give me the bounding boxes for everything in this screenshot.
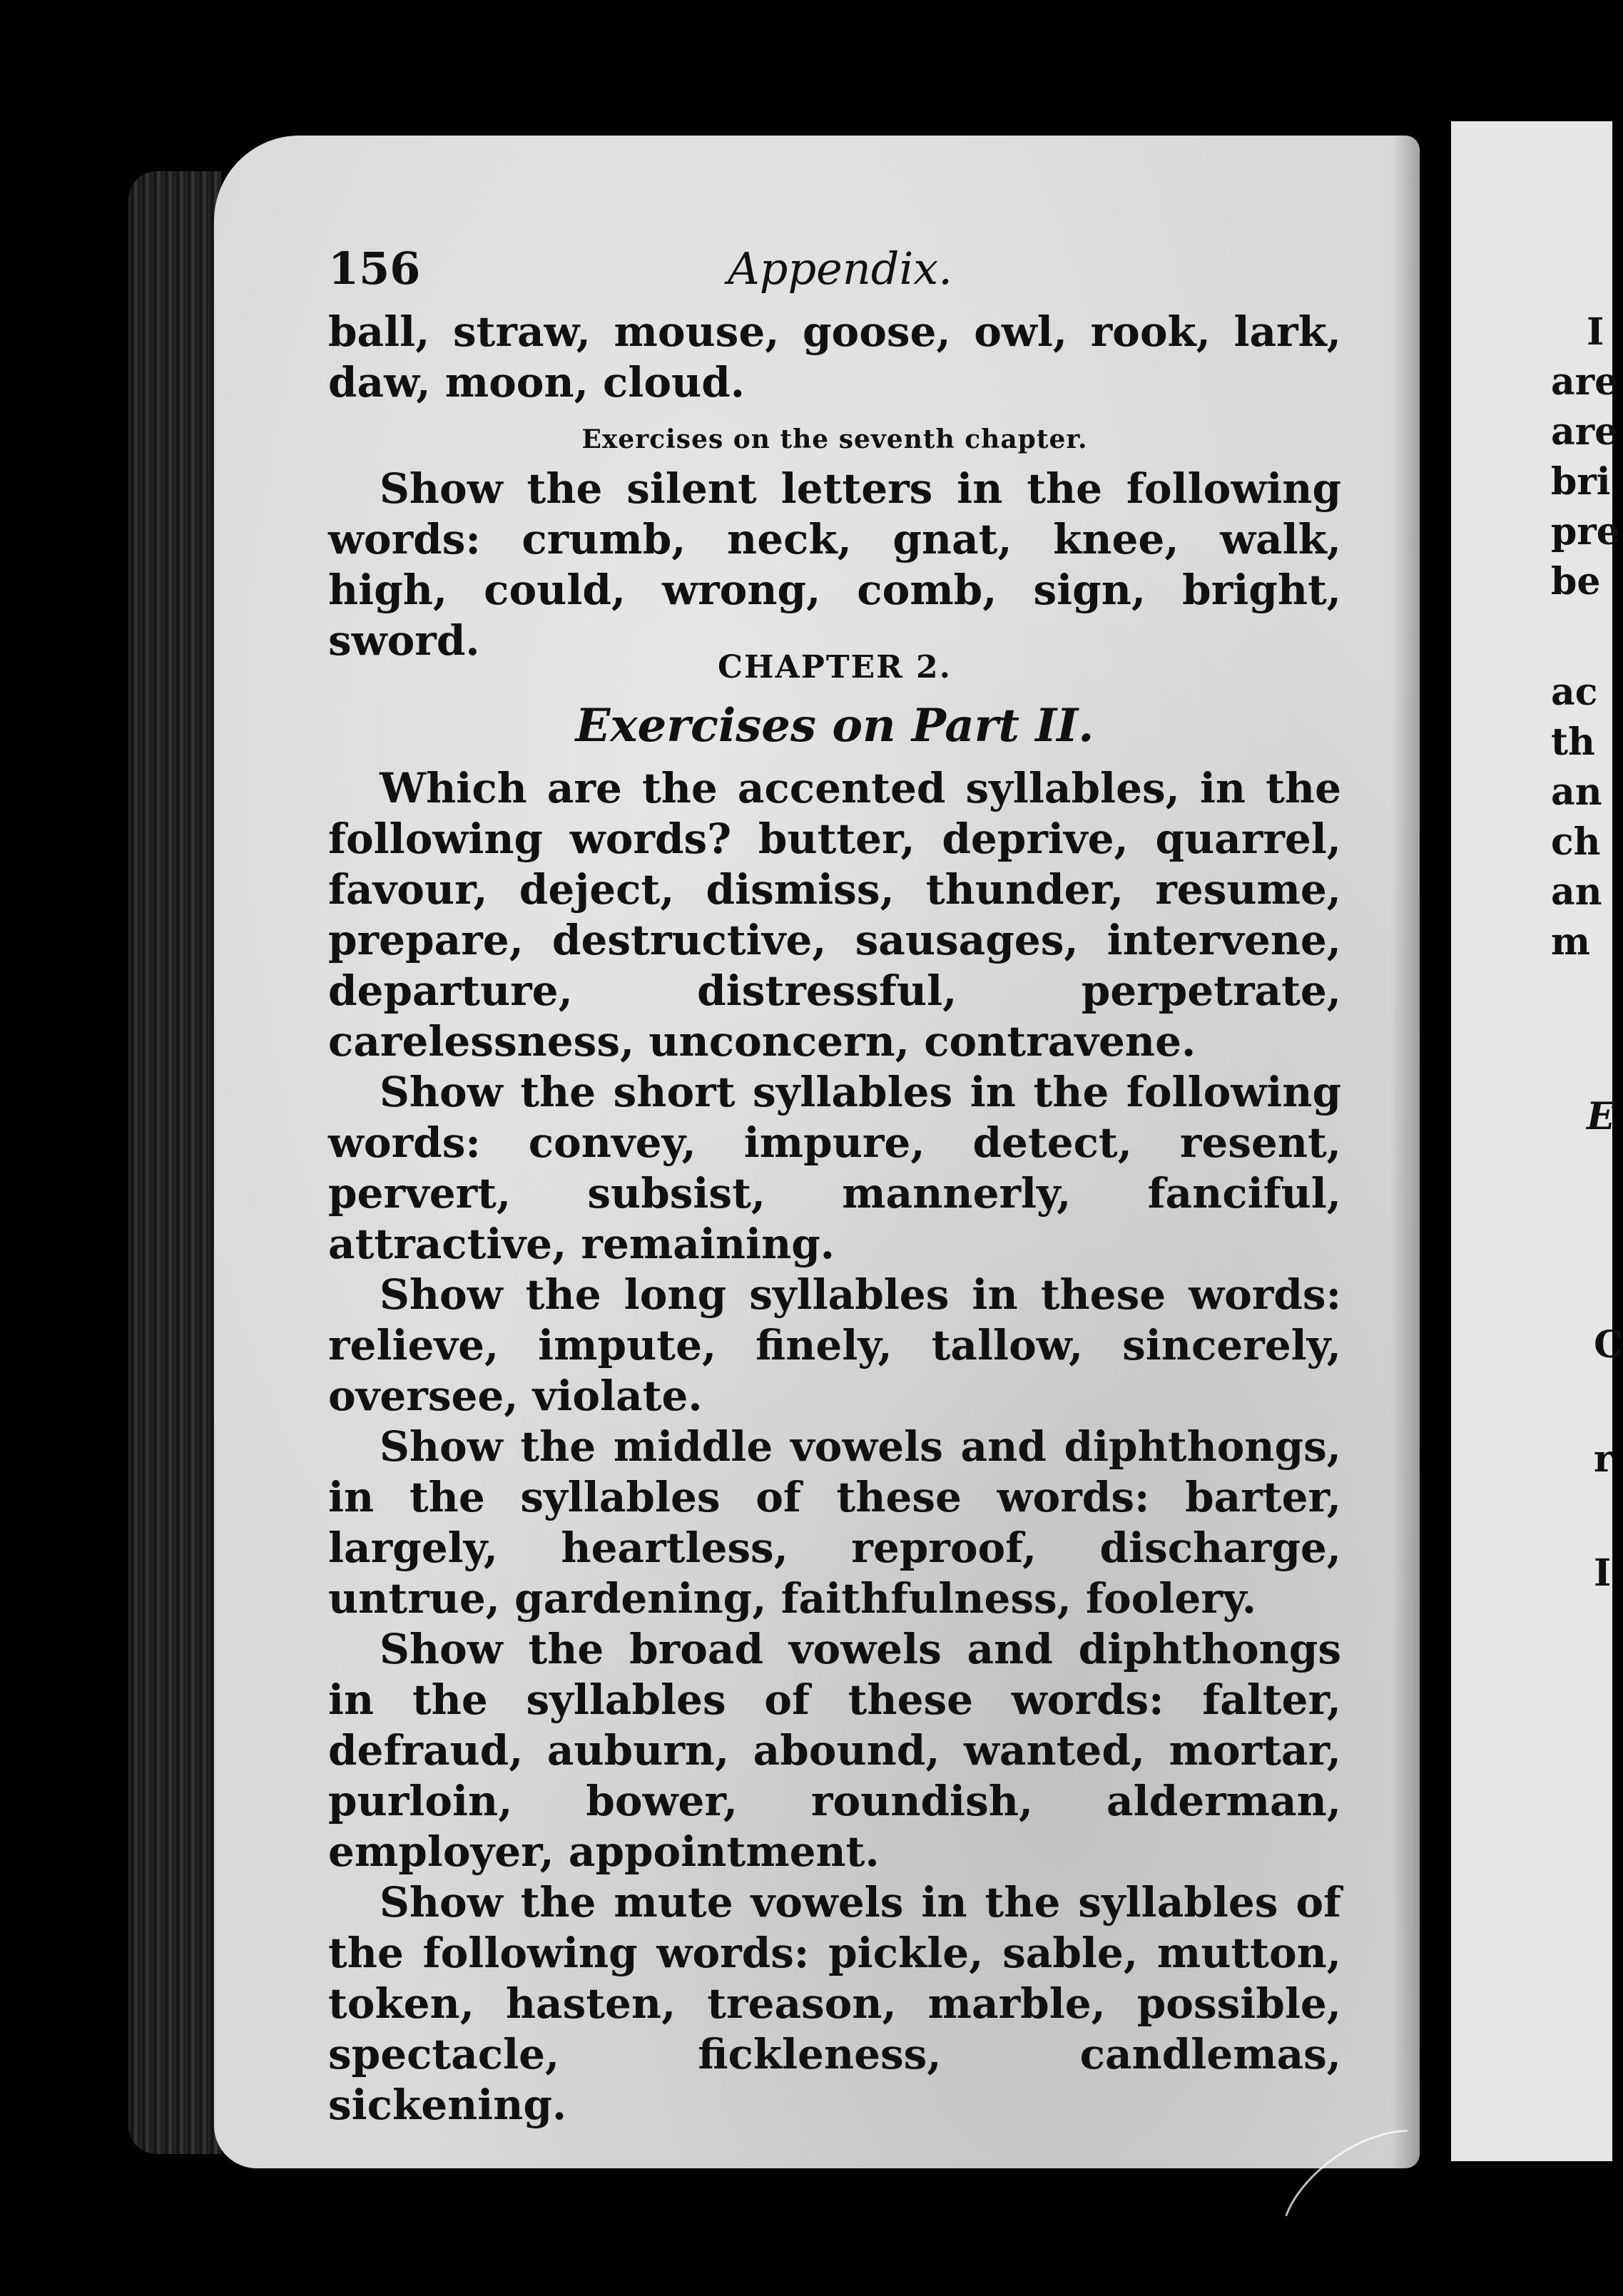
- paragraph-short: Show the short syllables in the following words: convey, impure, detect, resent, pervert, subsist, mannerly, fanciful, attractive, remaining.: [328, 1068, 1341, 1268]
- continuation-text: [328, 307, 1341, 408]
- exercise-paragraphs: [328, 763, 1341, 2131]
- paragraph-accented: Which are the accented syllables, in the following words? butter, deprive, quarrel, favour, deject, dismiss, thunder, resume, prepare, destructive, sausages, intervene, departure, distressful, perpetrate, carelessness, unconcern, contravene.: [328, 764, 1341, 1066]
- left-page: [214, 136, 1420, 2168]
- right-fragment: be: [1551, 560, 1601, 603]
- page-number: 156: [328, 243, 421, 295]
- continuation-paragraph: ball, straw, mouse, goose, owl, rook, lark, daw, moon, cloud.: [328, 307, 1341, 407]
- right-fragment: an: [1551, 870, 1602, 914]
- right-fragment: C: [1594, 1323, 1623, 1367]
- paragraph-long: Show the long syllables in these words: relieve, impute, finely, tallow, sincerely, oversee, violate.: [328, 1270, 1341, 1420]
- section-title: Exercises on Part II.: [575, 699, 1094, 752]
- paragraph-middle: Show the middle vowels and diphthongs, in the syllables of these words: barter, largely, heartless, reproof, discharge, untrue, gardening, faithfulness, foolery.: [328, 1422, 1341, 1623]
- right-fragment: bri: [1551, 460, 1611, 504]
- right-fragment: are: [1551, 410, 1619, 454]
- right-fragment: E: [1587, 1095, 1615, 1138]
- right-fragment: r: [1594, 1437, 1614, 1481]
- right-fragment: ac: [1551, 670, 1598, 714]
- paragraph-mute: Show the mute vowels in the syllables of the following words: pickle, sable, mutton, token, hasten, treason, marble, possible, spectacle, fickleness, candlemas, sickening.: [328, 1878, 1341, 2129]
- right-fragment: are: [1551, 360, 1619, 404]
- right-fragment: m: [1551, 920, 1591, 964]
- running-header: [328, 243, 1327, 300]
- exercises-seventh-body: [328, 464, 1341, 666]
- exercises-seventh-paragraph: Show the silent letters in the following words: crumb, neck, gnat, knee, walk, high, could, wrong, comb, sign, bright, sword.: [328, 464, 1341, 665]
- right-fragment: pre: [1551, 510, 1620, 553]
- right-fragment: I: [1587, 310, 1604, 354]
- right-fragment: ch: [1551, 820, 1601, 864]
- right-page-fragment: [1434, 121, 1623, 2161]
- exercises-seventh-heading: Exercises on the seventh chapter.: [581, 424, 1088, 454]
- right-fragment: an: [1551, 770, 1602, 814]
- book-edge: [128, 171, 221, 2154]
- right-fragment: I: [1594, 1551, 1612, 1595]
- paragraph-broad: Show the broad vowels and diphthongs in the syllables of these words: falter, defraud, auburn, abound, wanted, mortar, purloin, bower, roundish, alderman, employer, appointment.: [328, 1625, 1341, 1876]
- right-fragment: th: [1551, 720, 1595, 764]
- running-head: Appendix.: [728, 243, 952, 295]
- spine-shadow: [1391, 136, 1420, 2168]
- chapter-heading: CHAPTER 2.: [718, 649, 952, 685]
